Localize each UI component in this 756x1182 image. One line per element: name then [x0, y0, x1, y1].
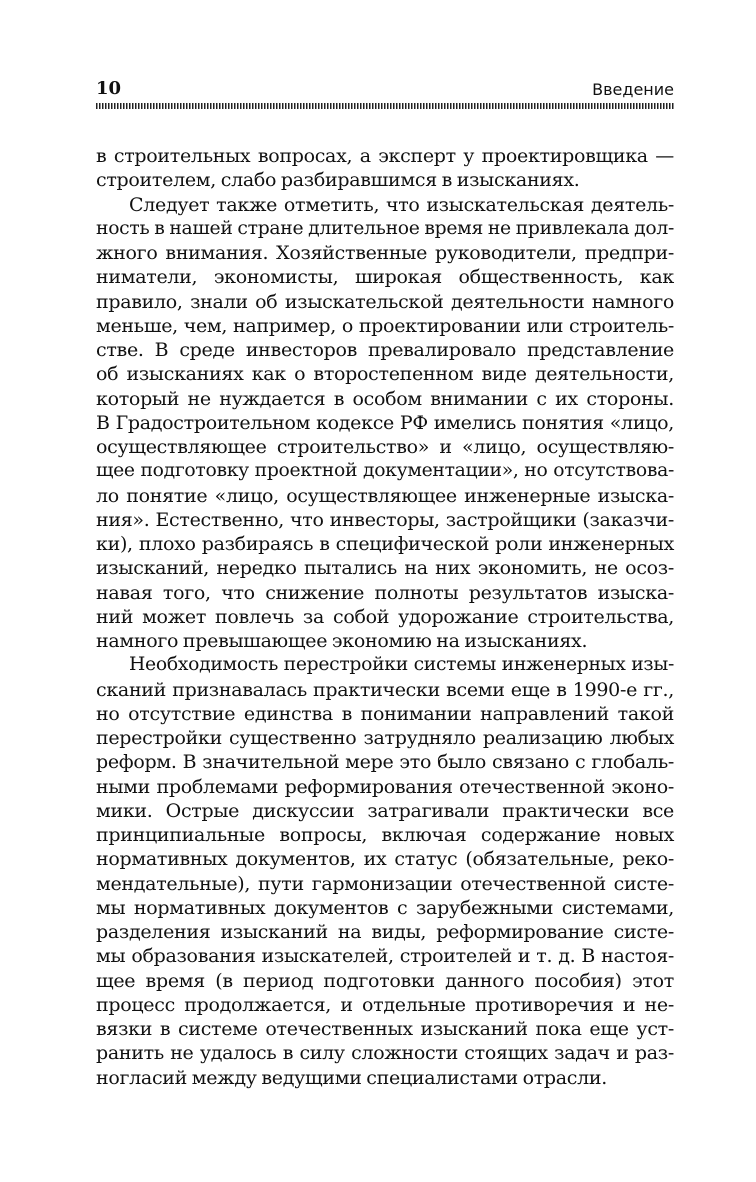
text-line: намного превышающее экономию на изысканиях.: [96, 630, 588, 652]
text-line: правило, знали об изыскательской деятельности намного: [96, 290, 674, 313]
text-line: разделения изысканий на виды, реформирование систе-: [96, 921, 674, 943]
text-line: ность в нашей стране длительное время не привлекала дол-: [96, 217, 674, 239]
text-line: перестройки существенно затрудняло реализацию любых: [96, 727, 674, 749]
text-line: ными проблемами реформирования отечественной эконо-: [96, 775, 674, 798]
text-line: реформ. В значительной мере это было связано с глобаль-: [96, 751, 674, 774]
text-line: жного внимания. Хозяйственные руководители, предпри-: [96, 242, 674, 264]
text-line: строителем, слабо разбиравшимся в изысканиях.: [96, 169, 580, 192]
text-line: В Градостроительном кодексе РФ имелись понятия «лицо,: [96, 411, 674, 434]
text-line: ки), плохо разбираясь в специфической роли инженерных: [96, 533, 674, 555]
text-line: который не нуждается в особом внимании с их стороны.: [96, 387, 674, 410]
text-line: ногласий между ведущими специалистами отрасли.: [96, 1066, 608, 1089]
header-rule: [96, 103, 674, 109]
page-header: [96, 79, 674, 103]
text-line: ния». Естественно, что инвесторы, застройщики (заказчи-: [96, 508, 674, 531]
text-line: об изысканиях как о второстепенном виде деятельности,: [96, 363, 674, 386]
page-number: 10: [96, 78, 122, 99]
text-line: щее подготовку проектной документации», но отсутствова-: [96, 460, 674, 482]
text-line: осуществляющее строительство» и «лицо, осуществляю-: [96, 436, 674, 458]
text-line: ло понятие «лицо, осуществляющее инженерные изыска-: [96, 484, 674, 507]
text-line: сканий признавалась практически всеми еще в 1990-е гг.,: [96, 678, 674, 701]
text-line: навая того, что снижение полноты результатов изыска-: [96, 581, 674, 604]
text-line: изысканий, нередко пытались на них экономить, не осоз-: [96, 557, 674, 580]
text-line: стве. В среде инвесторов превалировало представление: [96, 339, 674, 361]
text-line: процесс продолжается, и отдельные противоречия и не-: [96, 993, 674, 1016]
text-line: в строительных вопросах, а эксперт у проектировщика —: [96, 145, 674, 167]
running-title: Введение: [592, 80, 674, 99]
text-line: нормативных документов, их статус (обязательные, реко-: [96, 848, 674, 871]
text-line: мики. Острые дискуссии затрагивали практически все: [96, 799, 674, 822]
text-line: ниматели, экономисты, широкая общественность, как: [96, 266, 674, 289]
text-line: принципиальные вопросы, включая содержание новых: [96, 824, 674, 846]
text-line: мы образования изыскателей, строителей и т. д. В настоя-: [96, 945, 674, 968]
text-line: Следует также отметить, что изыскательская деятель-: [129, 193, 674, 216]
text-line: но отсутствие единства в понимании направлений такой: [96, 702, 674, 725]
text-line: мы нормативных документов с зарубежными системами,: [96, 896, 674, 919]
text-line: мендательные), пути гармонизации отечественной систе-: [96, 872, 674, 895]
text-line: ний может повлечь за собой удорожание строительства,: [96, 605, 674, 628]
text-line: щее время (в период подготовки данного пособия) этот: [96, 969, 674, 992]
text-line: ранить не удалось в силу сложности стоящих задач и раз-: [96, 1042, 674, 1065]
text-line: меньше, чем, например, о проектировании или строитель-: [96, 314, 674, 337]
text-line: вязки в системе отечественных изысканий пока еще уст-: [96, 1018, 674, 1040]
text-line: Необходимость перестройки системы инженерных изы-: [129, 654, 674, 676]
body-text: [96, 144, 674, 1090]
